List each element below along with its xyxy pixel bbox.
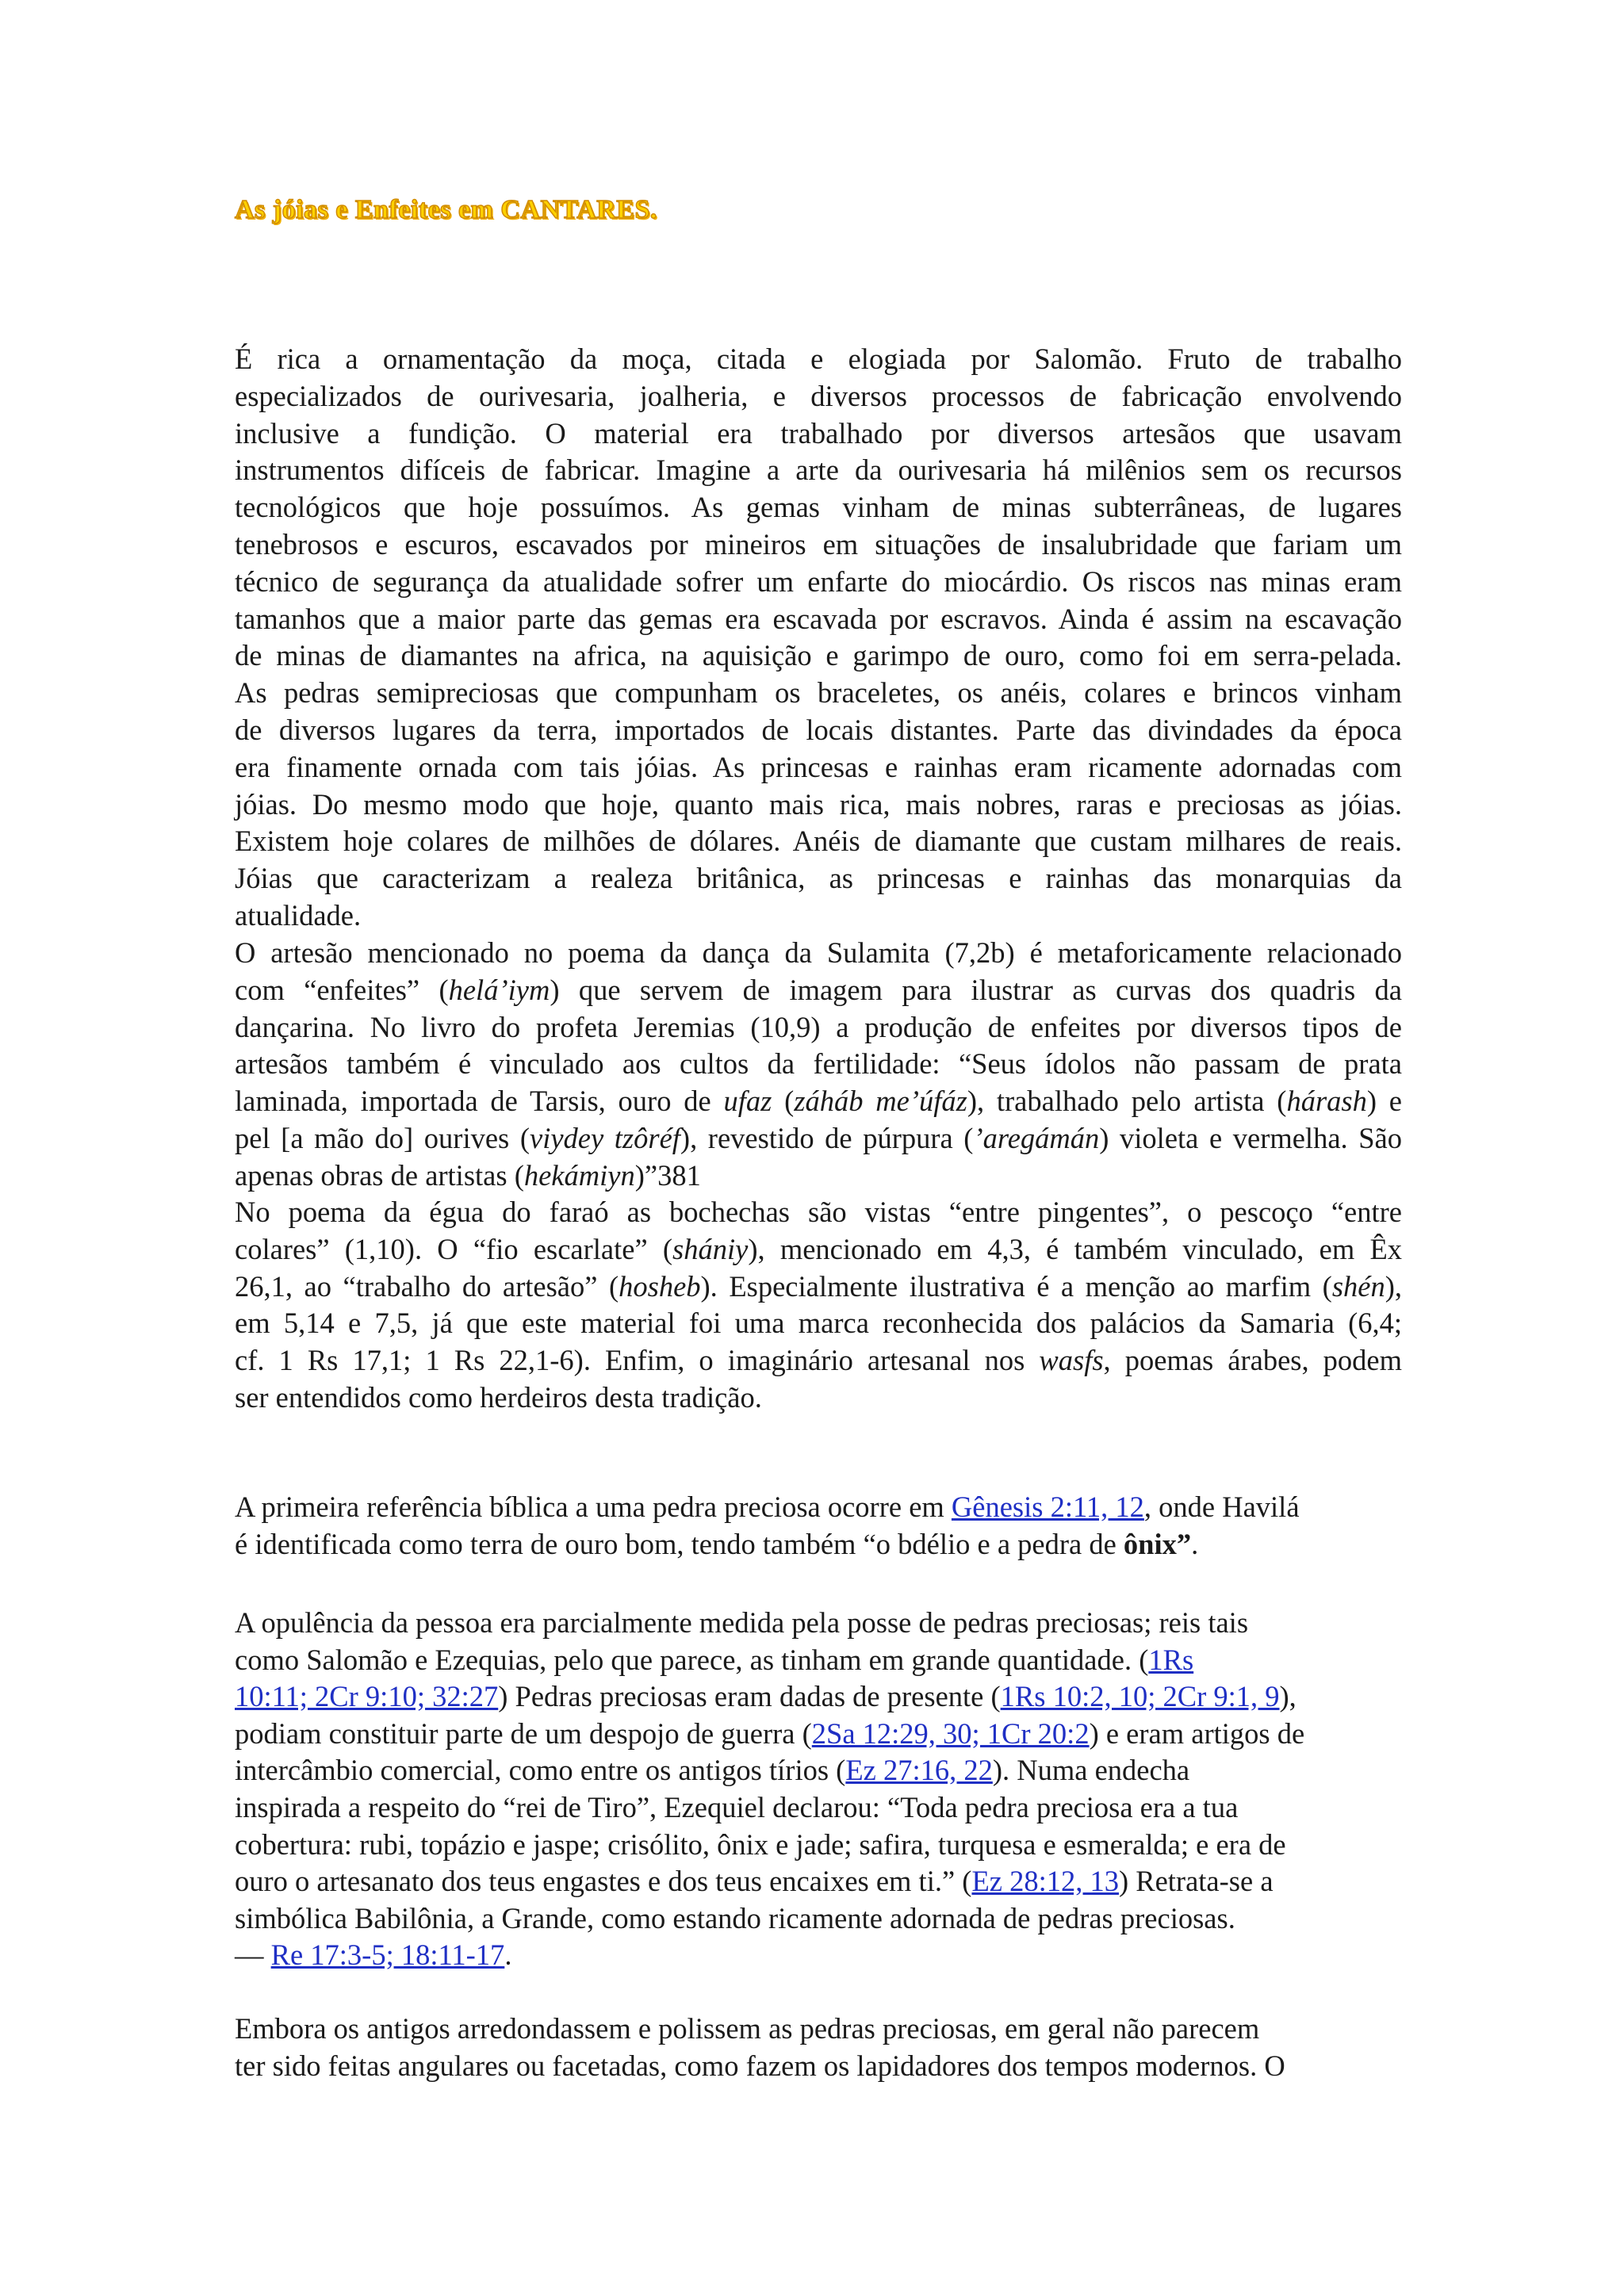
text-line: de minas de diamantes na africa, na aquisição e garimpo de ouro, como foi em serra-pelada. [235, 639, 1402, 672]
text-line: 26,1, ao “trabalho do artesão” (hosheb). Especialmente ilustrativa é a menção ao marfim (shén), [235, 1269, 1402, 1303]
paragraph-1-lines [235, 341, 1402, 935]
text-line: com “enfeites” (helá’iym) que servem de imagem para ilustrar as curvas dos quadris da [235, 973, 1402, 1006]
text-line: de diversos lugares da terra, importados de locais distantes. Parte das divindades da época [235, 713, 1402, 746]
text-line: é identificada como terra de ouro bom, tendo também “o bdélio e a pedra de ônix”. [235, 1527, 1199, 1560]
text-line: Existem hoje colares de milhões de dólares. Anéis de diamante que custam milhares de reais. [235, 825, 1402, 858]
hebrew-term: ’aregámán [973, 1121, 1100, 1154]
text-line: era finamente ornada com tais jóias. As princesas e rainhas eram ricamente adornadas com [235, 750, 1402, 783]
text-line: O artesão mencionado no poema da dança da Sulamita (7,2b) é metaforicamente relacionado [235, 936, 1402, 969]
text-line: dançarina. No livro do profeta Jeremias (10,9) a produção de enfeites por diversos tipos de [235, 1010, 1402, 1043]
text-line: Embora os antigos arredondassem e polissem as pedras preciosas, em geral não parecem [235, 2012, 1260, 2045]
bible-reference-link[interactable]: Gênesis 2:11, 12 [951, 1490, 1144, 1523]
bible-reference-link[interactable]: Ez 28:12, 13 [971, 1865, 1119, 1898]
text-line: em 5,14 e 7,5, já que este material foi uma marca reconhecida dos palácios da Samaria (6,4; [235, 1307, 1402, 1340]
text-line: É rica a ornamentação da moça, citada e elogiada por Salomão. Fruto de trabalho [235, 342, 1402, 375]
hebrew-term: viydey tzôréf [530, 1121, 680, 1154]
bible-reference-link[interactable]: 1Rs 10:2, 10; 2Cr 9:1, 9 [1000, 1680, 1280, 1713]
text-line: simbólica Babilônia, a Grande, como estando ricamente adornada de pedras preciosas. [235, 1901, 1235, 1934]
text-line: 10:11; 2Cr 9:10; 32:27) Pedras preciosas eram dadas de presente (1Rs 10:2, 10; 2Cr 9:1, 9), [235, 1680, 1297, 1713]
text-line: podiam constituir parte de um despojo de guerra (2Sa 12:29, 30; 1Cr 20:2) e eram artigos de [235, 1716, 1305, 1750]
hebrew-term: hekámiyn [523, 1158, 635, 1192]
text-line: pel [a mão do] ourives (viydey tzôréf), revestido de púrpura (’aregámán) violeta e vermelha. São [235, 1121, 1402, 1154]
text-line: inclusive a fundição. O material era trabalhado por diversos artesãos que usavam [235, 416, 1402, 450]
text-line: colares” (1,10). O “fio escarlate” (shániy), mencionado em 4,3, é também vinculado, em Êx [235, 1232, 1402, 1265]
hebrew-term: helá’iym [448, 973, 550, 1006]
paragraph-pharaoh-mare [235, 1194, 1402, 1417]
bible-reference-link[interactable]: Re 17:3-5; 18:11-17 [270, 1938, 505, 1972]
text-line: inspirada a respeito do “rei de Tiro”, Ezequiel declarou: “Toda pedra preciosa era a tua [235, 1790, 1239, 1823]
bible-reference-link[interactable]: 2Sa 12:29, 30; 1Cr 20:2 [811, 1716, 1090, 1750]
hebrew-term: záháb me’úfáz [794, 1085, 967, 1118]
text-line: como Salomão e Ezequias, pelo que parece, as tinham em grande quantidade. (1Rs [235, 1643, 1194, 1676]
text-line: tecnológicos que hoje possuímos. As gemas vinham de minas subterrâneas, de lugares [235, 491, 1402, 524]
text-line: técnico de segurança da atualidade sofrer um enfarte do miocárdio. Os riscos nas minas eram [235, 564, 1402, 598]
text-line: especializados de ourivesaria, joalheria, e diversos processos de fabricação envolvendo [235, 379, 1402, 412]
text-line: A primeira referência bíblica a uma pedra preciosa ocorre em Gênesis 2:11, 12, onde Havilá [235, 1490, 1300, 1523]
text-line: cobertura: rubi, topázio e jaspe; crisólito, ônix e jade; safira, turquesa e esmeralda; e era de [235, 1827, 1286, 1861]
text-line: ter sido feitas angulares ou facetadas, como fazem os lapidadores dos tempos modernos. O [235, 2049, 1285, 2082]
text-line: artesãos também é vinculado aos cultos da fertilidade: “Seus ídolos não passam de prata [235, 1047, 1402, 1081]
paragraph-first-reference [235, 1489, 1402, 1563]
paragraph-artisan [235, 935, 1402, 1195]
text-line: No poema da égua do faraó as bochechas são vistas “entre pingentes”, o pescoço “entre [235, 1196, 1402, 1228]
text-line: apenas obras de artistas (hekámiyn)”381 [235, 1158, 701, 1192]
text-line: instrumentos difíceis de fabricar. Imagine a arte da ourivesaria há milênios sem os recursos [235, 453, 1402, 487]
text-line: tenebrosos e escuros, escavados por mineiros em situações de insalubridade que fariam um [235, 527, 1402, 561]
text-line: A opulência da pessoa era parcialmente medida pela posse de pedras preciosas; reis tais [235, 1606, 1249, 1639]
text-line: cf. 1 Rs 17,1; 1 Rs 22,1-6). Enfim, o imaginário artesanal nos wasfs, poemas árabes, podem [235, 1344, 1402, 1377]
hebrew-term: hárash [1286, 1085, 1367, 1118]
text-line: jóias. Do mesmo modo que hoje, quanto mais rica, mais nobres, raras e preciosas as jóias. [235, 787, 1402, 821]
text-line: ser entendidos como herdeiros desta tradição. [235, 1380, 762, 1414]
text-line: Jóias que caracterizam a realeza britânica, as princesas e rainhas das monarquias da [235, 862, 1402, 895]
hebrew-term: ufaz [723, 1085, 772, 1118]
paragraph-opulence [235, 1605, 1402, 1974]
bible-reference-link[interactable]: Ez 27:16, 22 [845, 1754, 993, 1787]
paragraph-6-lines [235, 2011, 1402, 2084]
hebrew-term: hosheb [619, 1269, 701, 1303]
arabic-term: wasfs [1039, 1344, 1104, 1377]
text-line: atualidade. [235, 898, 362, 932]
text-line: tamanhos que a maior parte das gemas era escavada por escravos. Ainda é assim na escavação [235, 602, 1402, 635]
bold-term: ônix” [1123, 1527, 1192, 1560]
bible-reference-link[interactable]: 1Rs [1148, 1643, 1194, 1676]
paragraph-polishing [235, 2011, 1402, 2084]
bible-reference-link[interactable]: 10:11; 2Cr 9:10; 32:27 [235, 1680, 499, 1713]
text-line: intercâmbio comercial, como entre os antigos tírios (Ez 27:16, 22). Numa endecha [235, 1754, 1190, 1787]
text-line: — Re 17:3-5; 18:11-17. [235, 1938, 512, 1972]
document-title: As jóias e Enfeites em CANTARES. [235, 195, 657, 224]
text-line: As pedras semipreciosas que compunham os braceletes, os anéis, colares e brincos vinham [235, 676, 1402, 710]
hebrew-term: shén [1331, 1269, 1385, 1303]
text-line: ouro o artesanato dos teus engastes e dos teus encaixes em ti.” (Ez 28:12, 13) Retrata-se a [235, 1865, 1274, 1898]
text-line: laminada, importada de Tarsis, ouro de ufaz (záháb me’úfáz), trabalhado pelo artista (hárash) e [235, 1085, 1403, 1118]
hebrew-term: shániy [672, 1232, 749, 1265]
paragraph-ornamentation [235, 341, 1402, 935]
